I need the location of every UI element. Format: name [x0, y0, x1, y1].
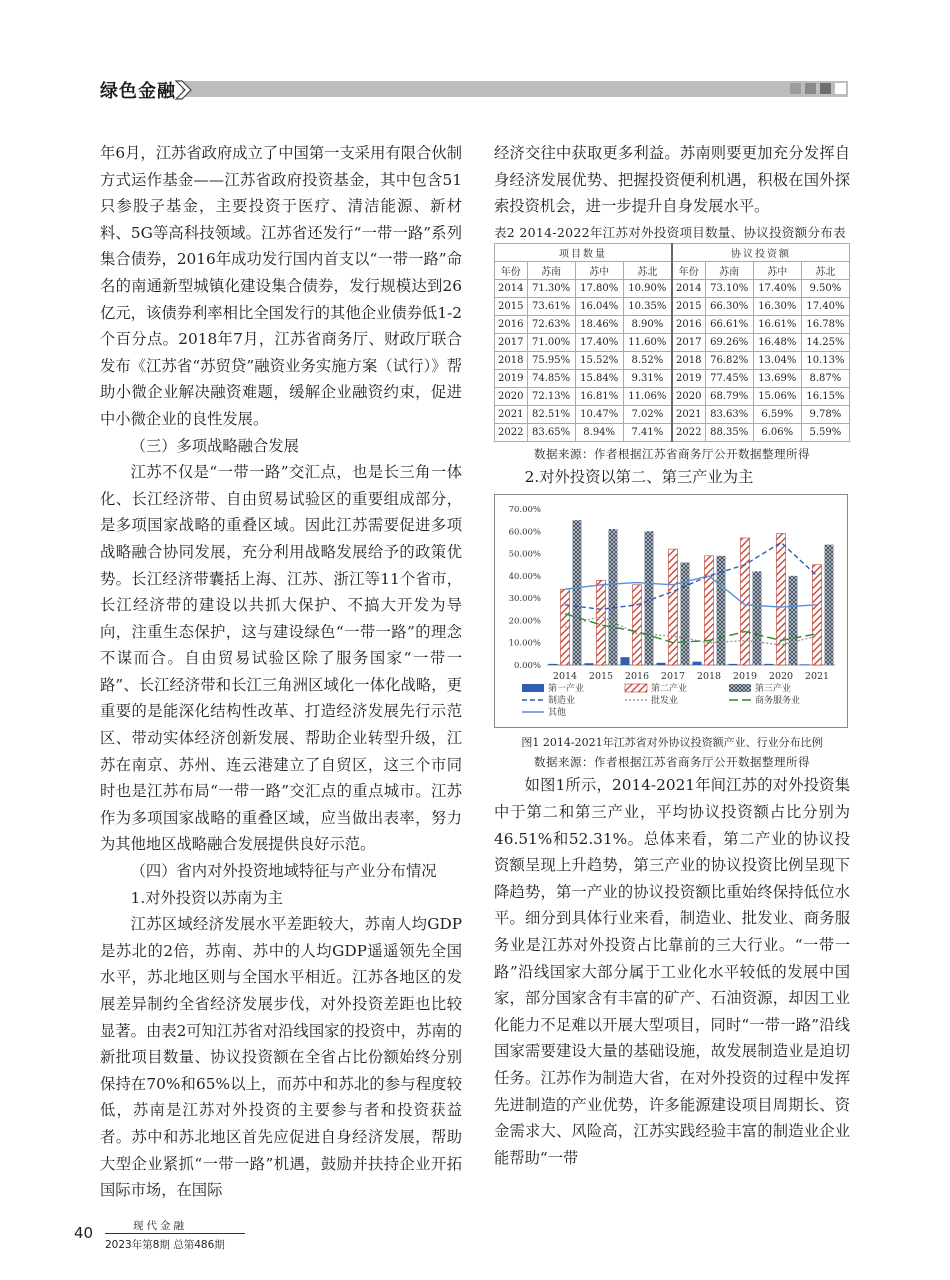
bar-第二产业 — [705, 556, 714, 665]
page-number: 40 — [74, 1224, 94, 1242]
y-tick-label: 0.00% — [513, 661, 541, 672]
table-cell: 6.06% — [753, 423, 801, 441]
legend-label: 商务服务业 — [755, 696, 801, 707]
table-cell: 11.60% — [623, 333, 672, 351]
table-cell: 10.90% — [623, 279, 672, 297]
table-header: 苏北 — [801, 261, 849, 279]
bar-第三产业 — [681, 563, 690, 666]
header-bar — [182, 81, 848, 97]
table-cell: 74.85% — [527, 369, 575, 387]
table-cell: 2014 — [672, 279, 705, 297]
table-cell: 8.94% — [575, 423, 623, 441]
table-cell: 16.81% — [575, 387, 623, 405]
table-header: 苏南 — [705, 261, 753, 279]
bar-第一产业 — [765, 664, 774, 665]
table-row — [495, 297, 850, 315]
y-tick-label: 70.00% — [508, 505, 541, 516]
paragraph: 经济交往中获取更多利益。苏南则要更加充分发挥自身经济发展优势、把握投资便利机遇，积极在国外探索投资机会，进一步提升自身发展水平。 — [494, 144, 850, 216]
legend-swatch — [729, 684, 751, 692]
table-cell: 10.35% — [623, 297, 672, 315]
table-cell: 72.63% — [527, 315, 575, 333]
x-tick-label: 2019 — [732, 671, 758, 683]
legend-label: 第三产业 — [755, 684, 792, 695]
paragraph: 江苏不仅是“一带一路”交汇点，也是长三角一体化、长江经济带、自由贸易试验区的重要组成部分，是多项国家战略的重叠区域。因此江苏需要促进多项战略融合协同发展，充分利用战略发展给予的政策优势。长江经济带囊括上海、江苏、浙江等11个省市，长江经济带的建设以共抓大保护、不搞大开发为导向，注重生态保护，这与建设绿色“一带一路”的理念不谋而合。自由贸易试验区除了服务国家“一带一路”、长江经济带和长江三角洲区域化一体化战略，更重要的是能深化结构性改革、打造经济发展先行示范区、带动实体经济创新发展、帮助企业转型升级，江苏在南京、苏州、连云港建立了自贸区，这三个市同时也是江苏布局“一带一路”交汇点的重点城市。江苏作为多项国家战略的重叠区域，应当做出表率，努力为其他地区战略融合发展提供良好示范。 — [100, 463, 462, 854]
data-table — [494, 243, 850, 442]
table-cell: 16.78% — [801, 315, 849, 333]
table-cell: 5.59% — [801, 423, 849, 441]
bar-第三产业 — [789, 576, 798, 665]
figure-caption: 图1 2014-2021年江苏省对外协议投资额产业、行业分布比例 — [521, 736, 823, 750]
table-header: 年份 — [672, 261, 705, 279]
table-cell: 66.30% — [705, 297, 753, 315]
table-cell: 72.13% — [527, 387, 575, 405]
table-cell: 68.79% — [705, 387, 753, 405]
table-cell: 16.48% — [753, 333, 801, 351]
legend-label: 第一产业 — [548, 684, 585, 695]
figure-source: 数据来源：作者根据江苏省商务厅公开数据整理所得 — [534, 755, 810, 770]
footer-rule — [105, 1233, 245, 1234]
bar-第二产业 — [777, 534, 786, 665]
y-tick-label: 10.00% — [508, 639, 541, 650]
table-cell: 2015 — [672, 297, 705, 315]
x-tick-label: 2020 — [768, 671, 794, 683]
right-column — [494, 140, 850, 1171]
table-cell: 17.40% — [575, 333, 623, 351]
journal-name: 现代金融 — [133, 1220, 187, 1232]
table-cell: 66.61% — [705, 315, 753, 333]
table-cell: 8.90% — [623, 315, 672, 333]
table-row — [495, 405, 850, 423]
table-cell: 2022 — [495, 423, 528, 441]
x-tick-label: 2016 — [624, 671, 650, 683]
bar-第一产业 — [693, 662, 702, 665]
bar-第一产业 — [585, 664, 594, 666]
table-header: 苏北 — [623, 261, 672, 279]
table-cell: 88.35% — [705, 423, 753, 441]
bar-第一产业 — [801, 665, 810, 666]
section-heading: 2.对外投资以第二、第三产业为主 — [524, 467, 754, 486]
chart-frame — [494, 494, 848, 728]
bar-第三产业 — [645, 532, 654, 666]
table-cell: 16.04% — [575, 297, 623, 315]
issue-info: 2023年第8期 总第486期 — [105, 1239, 225, 1251]
table-row — [495, 423, 850, 441]
table-cell: 2019 — [495, 369, 528, 387]
table-cell: 16.61% — [753, 315, 801, 333]
paragraph: 如图1所示，2014-2021年间江苏的对外投资集中于第二和第三产业，平均协议投资额占比分别为46.51%和52.31%。总体来看，第二产业的协议投资额呈现上升趋势，第三产业的协议投资比例呈现下降趋势，第一产业的协议投资额比重始终保持低位水平。细分到具体行业来看，制造业、批发业、商务服务业是江苏对外投资占比靠前的三大行业。“一带一路”沿线国家大部分属于工业化水平较低的发展中国家，部分国家含有丰富的矿产、石油资源，却因工业化能力不足难以开展大型项目，同时“一带一路”沿线国家需要建设大量的基础设施，故发展制造业是迫切任务。江苏作为制造大省，在对外投资的过程中发挥先进制造的产业优势，许多能源建设项目周期长、资金需求大、风险高，江苏实践经验丰富的制造业企业能帮助“一带 — [494, 776, 850, 1167]
bar-第三产业 — [573, 521, 582, 666]
paragraph: 江苏区域经济发展水平差距较大，苏南人均GDP是苏北的2倍，苏南、苏中的人均GDP遥遥领先全国水平，苏北地区则与全国水平相近。江苏各地区的发展差异制约全省经济发展步伐，对外投资差距也比较显著。由表2可知江苏省对沿线国家的投资中，苏南的新批项目数量、协议投资额在全省占比份额始终分别保持在70%和65%以上，而苏中和苏北的参与程度较低，苏南是江苏对外投资的主要参与者和投资获益者。苏中和苏北地区首先应促进自身经济发展，帮助大型企业紧抓“一带一路”机遇，鼓励并扶持企业开拓国际市场，在国际 — [100, 915, 462, 1200]
table-cell: 17.40% — [801, 297, 849, 315]
table-cell: 15.84% — [575, 369, 623, 387]
table-cell: 8.52% — [623, 351, 672, 369]
table-cell: 11.06% — [623, 387, 672, 405]
x-tick-label: 2017 — [660, 671, 686, 683]
table-cell: 8.87% — [801, 369, 849, 387]
legend-swatch — [522, 684, 544, 692]
table-cell: 75.95% — [527, 351, 575, 369]
table-cell: 15.52% — [575, 351, 623, 369]
table-group-header: 协议投资额 — [672, 243, 850, 261]
bar-第一产业 — [657, 663, 666, 665]
table-cell: 9.31% — [623, 369, 672, 387]
table-row — [495, 351, 850, 369]
legend-swatch — [625, 684, 647, 692]
table-cell: 71.30% — [527, 279, 575, 297]
table-cell: 13.04% — [753, 351, 801, 369]
left-column — [100, 140, 462, 1204]
y-tick-label: 20.00% — [508, 616, 541, 627]
x-tick-label: 2018 — [696, 671, 722, 683]
table-cell: 15.06% — [753, 387, 801, 405]
table-cell: 2020 — [495, 387, 528, 405]
y-tick-label: 60.00% — [508, 527, 541, 538]
bar-第二产业 — [813, 565, 822, 665]
paragraph: 年6月，江苏省政府成立了中国第一支采用有限合伙制方式运作基金——江苏省政府投资基金，其中包含51只参股子基金，主要投资于医疗、清洁能源、新材料、5G等高科技领域。江苏省还发行“一带一路”系列集合债券，2016年成功发行国内首支以“一带一路”命名的南通新型城镇化建设集合债券，发行规模达到26亿元，该债券利率相比全国发行的其他企业债券低1-2个百分点。2018年7月，江苏省商务厅、财政厅联合发布《江苏省“苏贸贷”融资业务实施方案（试行）》帮助小微企业解决融资难题，缓解企业融资约束，促进中小微企业的良性发展。 — [100, 144, 462, 428]
subheading: （四）省内对外投资地域特征与产业分布情况 — [130, 862, 437, 881]
table-cell: 9.50% — [801, 279, 849, 297]
table-cell: 2016 — [495, 315, 528, 333]
y-tick-label: 50.00% — [508, 549, 541, 560]
chart-svg — [495, 495, 847, 727]
table-cell: 2017 — [672, 333, 705, 351]
table-cell: 16.15% — [801, 387, 849, 405]
table-cell: 2021 — [672, 405, 705, 423]
table-cell: 17.80% — [575, 279, 623, 297]
header-squares — [790, 83, 846, 94]
table-title: 表2 2014-2022年江苏对外投资项目数量、协议投资额分布表 — [494, 224, 846, 240]
table-header: 年份 — [495, 261, 528, 279]
y-tick-label: 40.00% — [508, 572, 541, 583]
table-cell: 13.69% — [753, 369, 801, 387]
x-tick-label: 2014 — [552, 671, 578, 683]
bar-第三产业 — [609, 529, 618, 665]
table-cell: 2015 — [495, 297, 528, 315]
table-cell: 10.13% — [801, 351, 849, 369]
table-row — [495, 333, 850, 351]
legend-label: 制造业 — [548, 696, 576, 707]
x-tick-label: 2015 — [588, 671, 614, 683]
legend-label: 批发业 — [651, 696, 679, 707]
table-cell: 76.82% — [705, 351, 753, 369]
bar-第一产业 — [729, 664, 738, 665]
y-tick-label: 30.00% — [508, 594, 541, 605]
section-label: 绿色金融 — [100, 81, 176, 102]
table-cell: 69.26% — [705, 333, 753, 351]
table-cell: 2018 — [672, 351, 705, 369]
table-cell: 7.41% — [623, 423, 672, 441]
table-cell: 18.46% — [575, 315, 623, 333]
table-cell: 14.25% — [801, 333, 849, 351]
table-cell: 17.40% — [753, 279, 801, 297]
table-row — [495, 369, 850, 387]
subheading: 1.对外投资以苏南为主 — [130, 888, 283, 907]
table-cell: 82.51% — [527, 405, 575, 423]
table-cell: 2014 — [495, 279, 528, 297]
bar-第二产业 — [597, 581, 606, 666]
table-row — [495, 387, 850, 405]
table-cell: 83.63% — [705, 405, 753, 423]
table-cell: 71.00% — [527, 333, 575, 351]
table-source: 数据来源：作者根据江苏省商务厅公开数据整理所得 — [534, 446, 810, 461]
table-cell: 2018 — [495, 351, 528, 369]
table-cell: 2022 — [672, 423, 705, 441]
table-header: 苏中 — [753, 261, 801, 279]
subheading: （三）多项战略融合发展 — [130, 436, 299, 455]
table-row — [495, 315, 850, 333]
table-header: 苏南 — [527, 261, 575, 279]
legend-label: 第二产业 — [651, 684, 688, 695]
table-cell: 6.59% — [753, 405, 801, 423]
x-tick-label: 2021 — [804, 671, 830, 683]
table-cell: 2020 — [672, 387, 705, 405]
table-cell: 10.47% — [575, 405, 623, 423]
bar-第二产业 — [633, 585, 642, 665]
bar-第三产业 — [825, 545, 834, 665]
table-cell: 73.10% — [705, 279, 753, 297]
table-group-header: 项目数量 — [495, 243, 672, 261]
table-cell: 73.61% — [527, 297, 575, 315]
bar-第二产业 — [669, 549, 678, 665]
bar-第一产业 — [549, 664, 558, 665]
bar-第三产业 — [753, 572, 762, 666]
table-cell: 2021 — [495, 405, 528, 423]
table-header: 苏中 — [575, 261, 623, 279]
table-cell: 16.30% — [753, 297, 801, 315]
legend-label: 其他 — [548, 708, 567, 719]
table-cell: 9.78% — [801, 405, 849, 423]
table-cell: 7.02% — [623, 405, 672, 423]
table-row — [495, 279, 850, 297]
table-cell: 83.65% — [527, 423, 575, 441]
chevron-right-icon — [174, 79, 196, 101]
table-cell: 2016 — [672, 315, 705, 333]
table-cell: 77.45% — [705, 369, 753, 387]
table-cell: 2017 — [495, 333, 528, 351]
bar-第一产业 — [621, 658, 630, 666]
table-cell: 2019 — [672, 369, 705, 387]
